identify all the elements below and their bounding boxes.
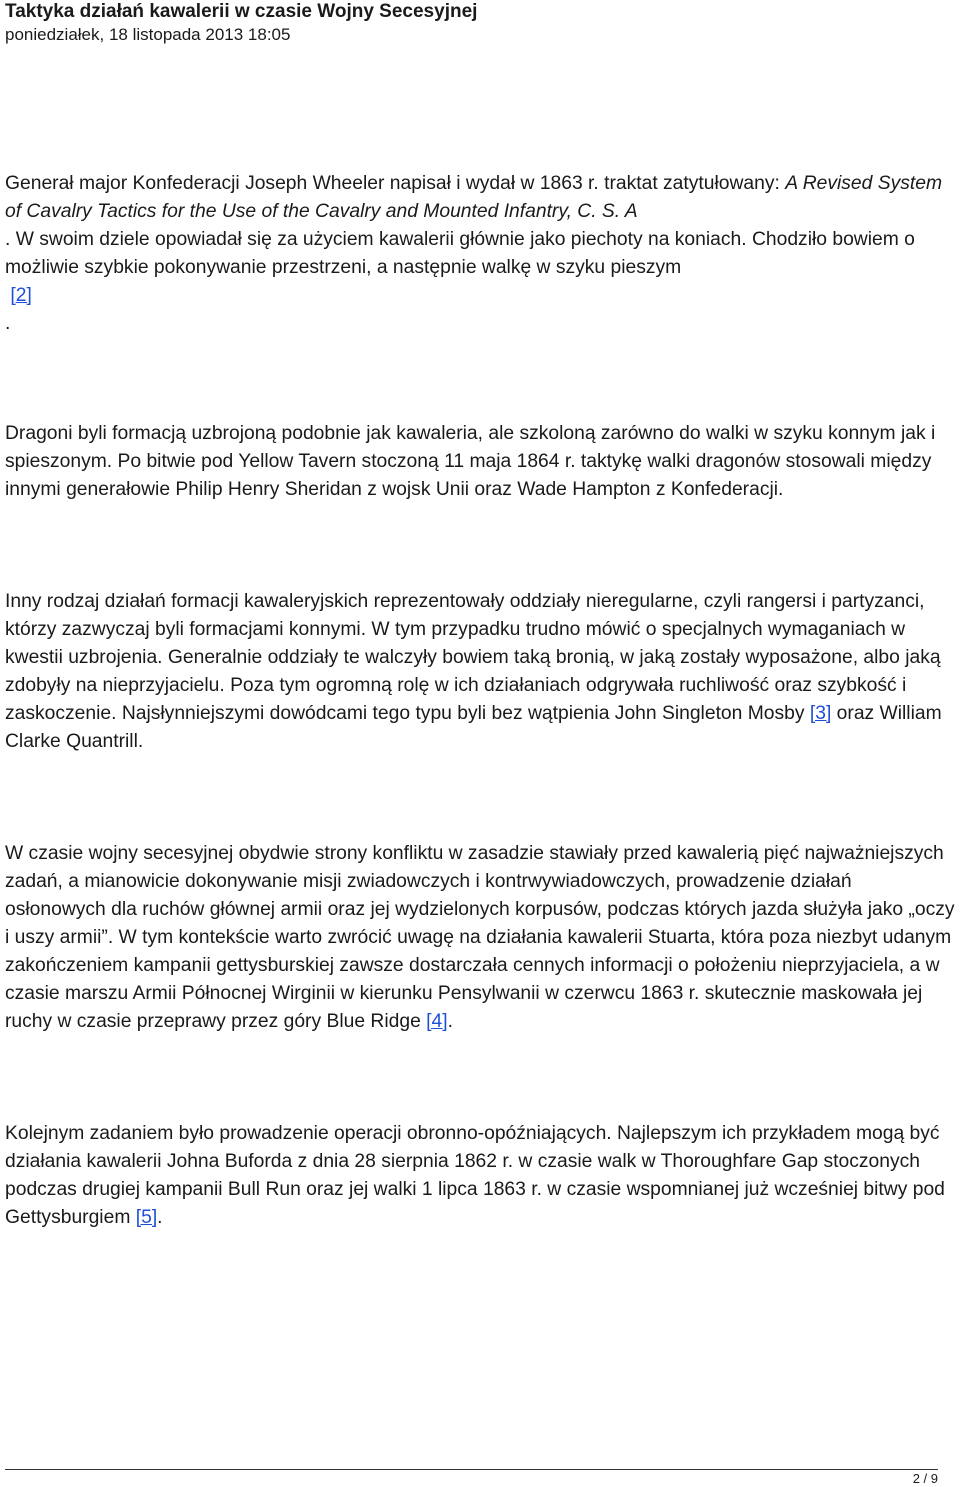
paragraph-4-text: W czasie wojny secesyjnej obydwie strony konfliktu w zasadzie stawiały przed kawalerią pięć najważniejszych zadań, a mianowicie dokonywanie misji zwiadowczych i kontrwywiadowczych, prowadzenie działań osłonowych dla ruchów głównej armii oraz jej wydzielonych korpusów, podczas których jazda służyła jako „oczy i uszy armii”. W tym kontekście warto zwrócić uwagę na działania kawalerii Stuarta, która poza niezbyt udanym zakończeniem kampanii gettysburskiej zawsze dostarczała cennych informacji o położeniu nieprzyjaciela, a w czasie marszu Armii Północnej Wirginii w kierunku Pensylwanii w czerwcu 1863 r. skutecznie maskowała jej ruchy w czasie przeprawy przez góry Blue Ridge bbox=[5, 843, 955, 1032]
footnote-ref-2[interactable]: [2] bbox=[10, 285, 32, 306]
paragraph-1-intro: Generał major Konfederacji Joseph Wheeler napisał i wydał w 1863 r. traktat zatytułowany: bbox=[5, 173, 786, 194]
document-title: Taktyka działań kawalerii w czasie Wojny Secesyjnej bbox=[5, 1, 478, 22]
footnote-ref-3[interactable]: [3] bbox=[809, 703, 832, 724]
paragraph-4 bbox=[5, 840, 955, 1036]
document-header bbox=[5, 0, 955, 46]
paragraph-3-end: oraz William Clarke Quantrill. bbox=[5, 703, 942, 752]
article-body bbox=[5, 170, 955, 1232]
paragraph-1-end: . bbox=[5, 313, 11, 334]
footnote-ref-5[interactable]: [5] bbox=[135, 1207, 158, 1228]
paragraph-3-text: Inny rodzaj działań formacji kawaleryjskich reprezentowały oddziały nieregularne, czyli rangersi i partyzanci, którzy zazwyczaj byli formacjami konnymi. W tym przypadku trudno mówić o specjalnych wymaganiach w kwestii uzbrojenia. Generalnie oddziały te walczyły bowiem taką bronią, w jaką zostały wyposażone, albo jaką zdobyły na nieprzyjacielu. Poza tym ogromną rolę w ich działaniach odgrywała ruchliwość oraz szybkość i zaskoczenie. Najsłynniejszymi dowódcami tego typu byli bez wątpienia John Singleton Mosby bbox=[5, 591, 941, 724]
paragraph-2: Dragoni byli formacją uzbrojoną podobnie jak kawaleria, ale szkoloną zarówno do walki w szyku konnym jak i spieszonym. Po bitwie pod Yellow Tavern stoczoną 11 maja 1864 r. taktykę walki dragonów stosowali między innymi generałowie Philip Henry Sheridan z wojsk Unii oraz Wade Hampton z Konfederacji. bbox=[5, 423, 936, 500]
paragraph-5-end: . bbox=[157, 1207, 163, 1228]
paragraph-5 bbox=[5, 1120, 955, 1232]
document-date: poniedziałek, 18 listopada 2013 18:05 bbox=[5, 25, 291, 44]
paragraph-5-text: Kolejnym zadaniem było prowadzenie operacji obronno-opóźniających. Najlepszym ich przykładem mogą być działania kawalerii Johna Buforda z dnia 28 sierpnia 1862 r. w czasie walk w Thoroughfare Gap stoczonych podczas drugiej kampanii Bull Run oraz jej walki 1 lipca 1863 r. w czasie wspomnianej już wcześniej bitwy pod Gettysburgiem bbox=[5, 1123, 945, 1228]
treatise-title: A Revised System of Cavalry Tactics for the Use of the Cavalry and Mounted Infantry, C. S. A bbox=[5, 173, 943, 222]
footnote-ref-4[interactable]: [4] bbox=[426, 1011, 448, 1032]
footer-divider bbox=[5, 1469, 938, 1470]
paragraph-1 bbox=[5, 170, 955, 338]
paragraph-3 bbox=[5, 588, 955, 756]
page-number: 2 / 9 bbox=[912, 1471, 938, 1486]
paragraph-4-end: . bbox=[447, 1011, 453, 1032]
paragraph-1-rest: . W swoim dziele opowiadał się za użyciem kawalerii głównie jako piechoty na koniach. Chodziło bowiem o możliwie szybkie pokonywanie przestrzeni, a następnie walkę w szyku pieszym bbox=[5, 229, 915, 278]
